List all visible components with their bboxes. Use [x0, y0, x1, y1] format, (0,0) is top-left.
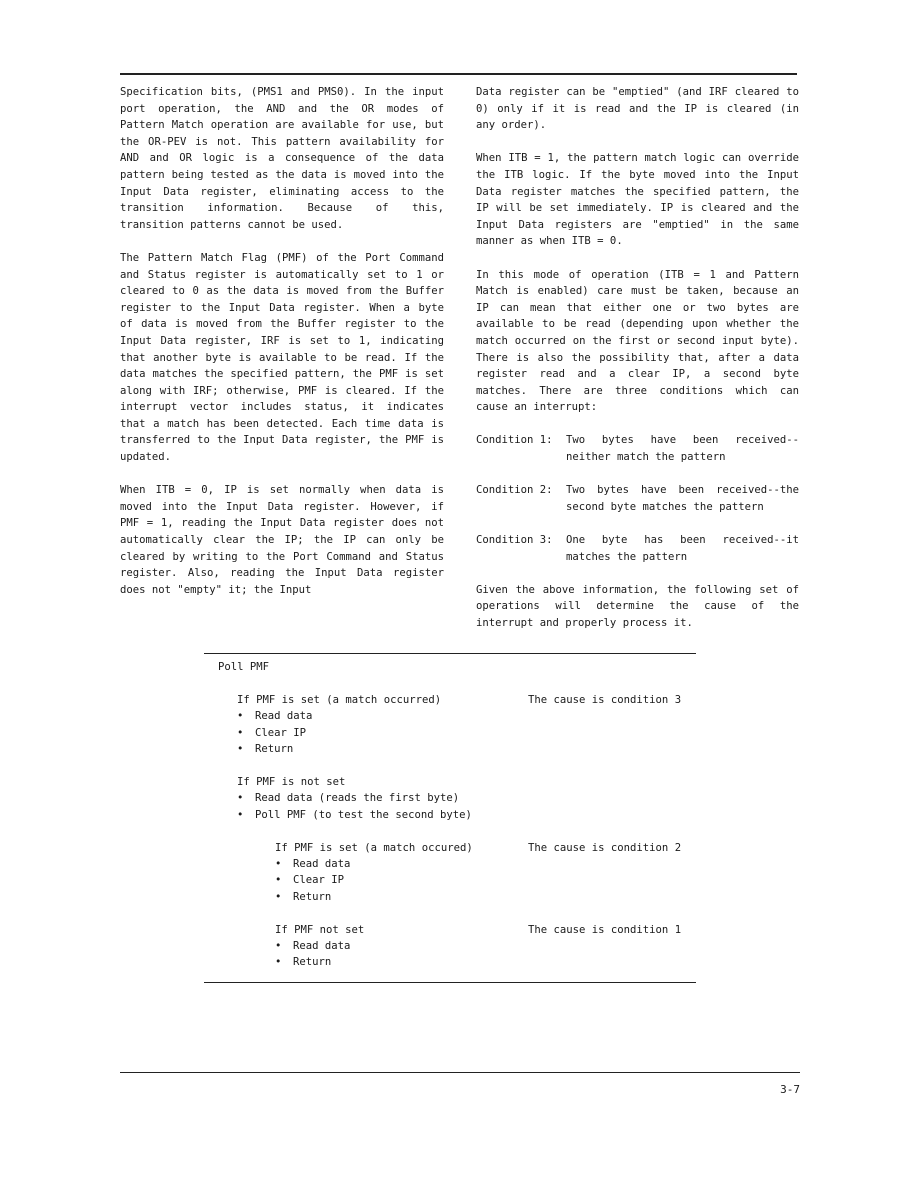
right-paragraph: When ITB = 1, the pattern match logic can override the ITB logic. If the byte moved into the Input Data register matches the specified pattern, the IP will be set immediately. IP is cleared and the Input Data registers are "emptied" in the same manner as when ITB = 0.: [476, 152, 799, 248]
procedure-title: Poll PMF: [218, 661, 270, 673]
bullet-icon: •: [275, 956, 282, 969]
bullet-icon: •: [275, 890, 282, 903]
condition-label: Condition 3:: [476, 534, 553, 547]
box-top-rule: [204, 653, 696, 654]
procedure-step: [275, 840, 473, 856]
condition-item: [476, 482, 799, 515]
procedure-step: [237, 741, 293, 757]
top-rule: [120, 73, 797, 75]
condition-text: Two bytes have been received--the second byte matches the pattern: [566, 484, 799, 513]
procedure-step: [237, 790, 459, 806]
bullet-icon: •: [275, 940, 282, 952]
procedure-step-text: If PMF not set: [275, 923, 365, 936]
procedure-step-text: Clear IP: [293, 874, 345, 887]
box-bottom-rule: [204, 982, 696, 983]
procedure-step-text: Return: [293, 956, 332, 969]
condition-label: Condition 2:: [476, 484, 553, 497]
right-column: [476, 84, 799, 648]
procedure-step: [275, 938, 350, 954]
procedure-box: [204, 655, 696, 984]
left-paragraph: The Pattern Match Flag (PMF) of the Port Command and Status register is automatically set to 1 or cleared to 0 as the data is moved from the Buffer register to the Input Data register. When a byte of data is moved from the Buffer register to the Input Data register, IRF is set to 1, indicating that another byte is available to be read. If the data matches the specified pattern, the PMF is set along with IRF; otherwise, PMF is cleared. If the interrupt vector includes status, it indicates that a match has been detected. Each time data is transferred to the Input Data register, the PMF is updated.: [120, 251, 444, 464]
condition-item: [476, 532, 799, 565]
procedure-note: The cause is condition 3: [528, 694, 682, 706]
condition-text: Two bytes have been received--neither match the pattern: [566, 434, 799, 464]
bullet-icon: •: [237, 726, 244, 739]
procedure-step: [237, 774, 345, 790]
left-paragraph: When ITB = 0, IP is set normally when data is moved into the Input Data register. However, if PMF = 1, reading the Input Data register does not automatically clear the IP; the IP can only be cleared by writing to the Port Command and Status register. Also, reading the Input Data register does not "empty" it; the Input: [120, 484, 444, 596]
procedure-note: The cause is condition 1: [528, 923, 682, 936]
procedure-step: [275, 856, 350, 872]
condition-list: [476, 432, 799, 565]
page-number: 3-7: [780, 1083, 800, 1096]
procedure-step: [237, 725, 306, 741]
condition-item: [476, 432, 799, 465]
bullet-icon: •: [237, 792, 244, 805]
procedure-step: [275, 872, 344, 888]
bullet-icon: •: [237, 710, 244, 723]
procedure-step: [275, 889, 331, 905]
procedure-step-text: Read data: [293, 940, 351, 952]
procedure-step: [275, 954, 331, 970]
procedure-step-text: If PMF is set (a match occurred): [237, 694, 442, 706]
left-paragraph: Specification bits, (PMS1 and PMS0). In the input port operation, the AND and the OR modes of Pattern Match operation are available for use, but the OR-PEV is not. This pattern availability for AND and OR logic is a consequence of the data pattern being tested as the data is moved into the Input Data register, eliminating access to the transition information. Because of this, transition patterns cannot be used.: [120, 86, 444, 231]
procedure-step-text: Clear IP: [255, 726, 307, 739]
right-paragraph: In this mode of operation (ITB = 1 and Pattern Match is enabled) care must be taken, because an IP can mean that either one or two bytes are available to be read (depending upon whether the match occurred on the first or second input byte). There is also the possibility that, after a data register read and a clear IP, a second byte matches. There are three conditions which can cause an interrupt:: [476, 268, 799, 414]
procedure-step-text: Return: [293, 890, 332, 903]
procedure-step-text: Read data: [293, 858, 351, 870]
bullet-icon: •: [237, 743, 244, 756]
procedure-step: [237, 708, 312, 724]
right-paragraph: Data register can be "emptied" (and IRF cleared to 0) only if it is read and the IP is cleared (in any order).: [476, 86, 799, 132]
procedure-note: The cause is condition 2: [528, 841, 682, 854]
procedure-step: [237, 692, 441, 708]
procedure-step-text: Read data: [255, 710, 313, 723]
procedure-step: [237, 807, 472, 823]
bullet-icon: •: [275, 858, 282, 870]
condition-text: One byte has been received--it matches the pattern: [566, 534, 799, 563]
procedure-step-text: Return: [255, 743, 294, 756]
bullet-icon: •: [275, 874, 282, 887]
right-paragraphs: [476, 84, 799, 416]
procedure-step-text: Read data (reads the first byte): [255, 792, 460, 805]
bottom-rule: [120, 1072, 800, 1073]
condition-label: Condition 1:: [476, 434, 553, 447]
procedure-step-text: Poll PMF (to test the second byte): [255, 808, 472, 821]
procedure-step-text: If PMF is set (a match occured): [275, 841, 473, 854]
closing-paragraph: Given the above information, the following set of operations will determine the cause of the interrupt and properly process it.: [476, 583, 799, 629]
bullet-icon: •: [237, 808, 244, 821]
procedure-step: [275, 922, 364, 938]
left-column: [120, 84, 444, 615]
procedure-step-text: If PMF is not set: [237, 776, 346, 788]
